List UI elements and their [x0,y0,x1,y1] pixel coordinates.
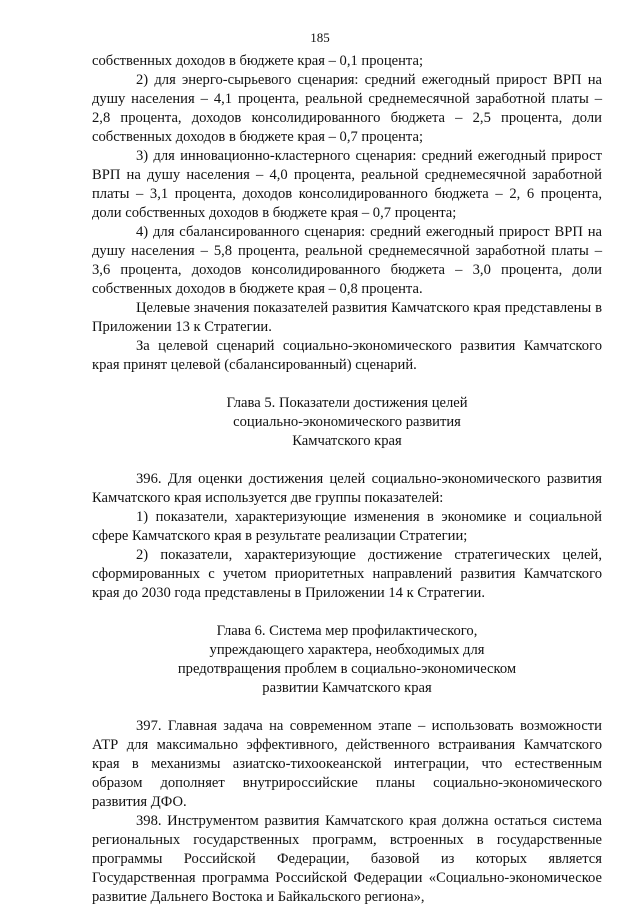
chapter-6-title-line: упреждающего характера, необходимых для [209,642,485,658]
chapter-6-title-line: предотвращения проблем в социально-экономическом [177,661,517,677]
paragraph-396: 396. Для оценки достижения целей социально-экономического развития Камчатского края используется две группы показателей: [92,471,602,506]
paragraph-398: 398. Инструментом развития Камчатского края должна остаться система региональных государственных программ, встроенных в государственные программы Российской Федерации, базовой из которых является Государственная программа Российской Федерации «Социально-экономическое развитие Дальнего Востока и Байкальского региона», [92,813,602,905]
chapter-5-title-line: Глава 5. Показатели достижения целей [226,395,468,411]
paragraph-397: 397. Главная задача на современном этапе – использовать возможности АТР для максимально эффективного, действенного встраивания Камчатского края в механизмы азиатско-тихоокеанской интеграции, что естественным образом дополняет внутрироссийские планы социально-экономического развития ДФО. [92,718,602,810]
page-content [92,52,602,907]
chapter-5-title-line: Камчатского края [292,433,402,449]
paragraph-indicators-1: 1) показатели, характеризующие изменения в экономике и социальной сфере Камчатского края в результате реализации Стратегии; [92,509,602,544]
paragraph-balanced-scenario: 4) для сбалансированного сценария: средний ежегодный прирост ВРП на душу населения – 5,8 процента, реальной среднемесячной заработной платы – 3,6 процента, доходов консолидированного бюджета – 3,0 процента, доли собственных доходов в бюджете края – 0,8 процента. [92,224,602,297]
paragraph-innovation-scenario: 3) для инновационно-кластерного сценария: средний ежегодный прирост ВРП на душу населения – 4,0 процента, реальной среднемесячной заработной платы – 3,1 процента, доходов консолидированного бюджета – 2, 6 процента, доли собственных доходов в бюджете края – 0,7 процента; [92,148,602,221]
paragraph-energy-scenario: 2) для энерго-сырьевого сценария: средний ежегодный прирост ВРП на душу населения – 4,1 процента, реальной среднемесячной заработной платы – 2,8 процента, доходов консолидированного бюджета – 2,5 процента, доли собственных доходов в бюджете края – 0,7 процента; [92,72,602,145]
paragraph-target-values: Целевые значения показателей развития Камчатского края представлены в Приложении 13 к Стратегии. [92,300,602,335]
page-number: 185 [310,30,330,45]
paragraph-target-scenario: За целевой сценарий социально-экономического развития Камчатского края принят целевой (сбалансированный) сценарий. [92,338,602,373]
chapter-6-title-line: Глава 6. Система мер профилактического, [216,623,478,639]
paragraph-indicators-2: 2) показатели, характеризующие достижение стратегических целей, сформированных с учетом приоритетных направлений развития Камчатского края до 2030 года представлены в Приложении 14 к Стратегии. [92,547,602,601]
chapter-6-heading [92,622,602,698]
chapter-5-heading [92,394,602,451]
paragraph-continuation: собственных доходов в бюджете края – 0,1 процента; [92,53,424,69]
chapter-5-title-line: социально-экономического развития [233,414,461,430]
chapter-6-title-line: развитии Камчатского края [262,680,432,696]
